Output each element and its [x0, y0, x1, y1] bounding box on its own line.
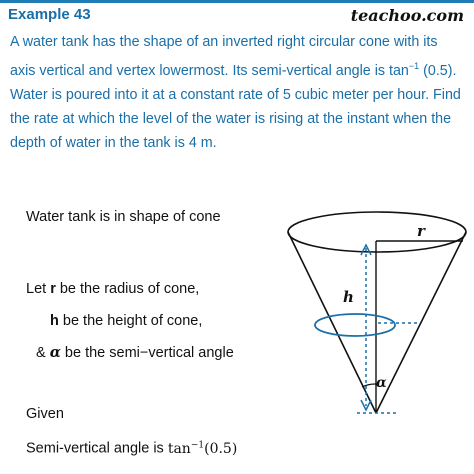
cone-right-side [376, 232, 466, 413]
tan-argument: (0.5) [204, 440, 238, 457]
cone-top-ellipse [288, 212, 466, 252]
line2-suffix: be the radius of cone, [55, 281, 200, 297]
question-part2: (0.5). Water is poured into it at a constant rate of 5 cubic meter per hour. Find the rate at which the level of the water is rising at the instant when the depth of water in the tank is 4 m. [10, 62, 461, 151]
radius-symbol: r [50, 281, 56, 297]
line4-prefix: & [36, 345, 50, 361]
alpha-arc [362, 384, 376, 387]
alpha-symbol: α [49, 344, 61, 361]
line6-prefix: Semi-vertical angle is [26, 440, 168, 457]
tan-exponent: −1 [190, 440, 205, 450]
water-surface-ellipse [315, 314, 395, 336]
height-symbol: h [50, 313, 59, 329]
teachoo-logo: teachoo.com [350, 6, 464, 25]
question-exponent: −1 [408, 61, 420, 71]
label-r: r [417, 222, 425, 240]
solution-line-1: Water tank is in shape of cone [26, 209, 221, 225]
example-title: Example 43 [8, 6, 91, 23]
question-part1: A water tank has the shape of an inverted right circular cone with its axis vertical and vertex lowermost. Its semi-vertical angle is tan [10, 34, 438, 79]
solution-line-5: Given [26, 406, 64, 422]
tan-func: tan [167, 440, 191, 457]
cone-left-side [288, 232, 376, 413]
label-alpha: α [376, 375, 387, 391]
line4-suffix: be the semi−vertical angle [64, 345, 234, 361]
line3-suffix: be the height of cone, [62, 313, 203, 329]
line2-prefix: Let [26, 281, 51, 297]
label-h: h [343, 288, 354, 306]
